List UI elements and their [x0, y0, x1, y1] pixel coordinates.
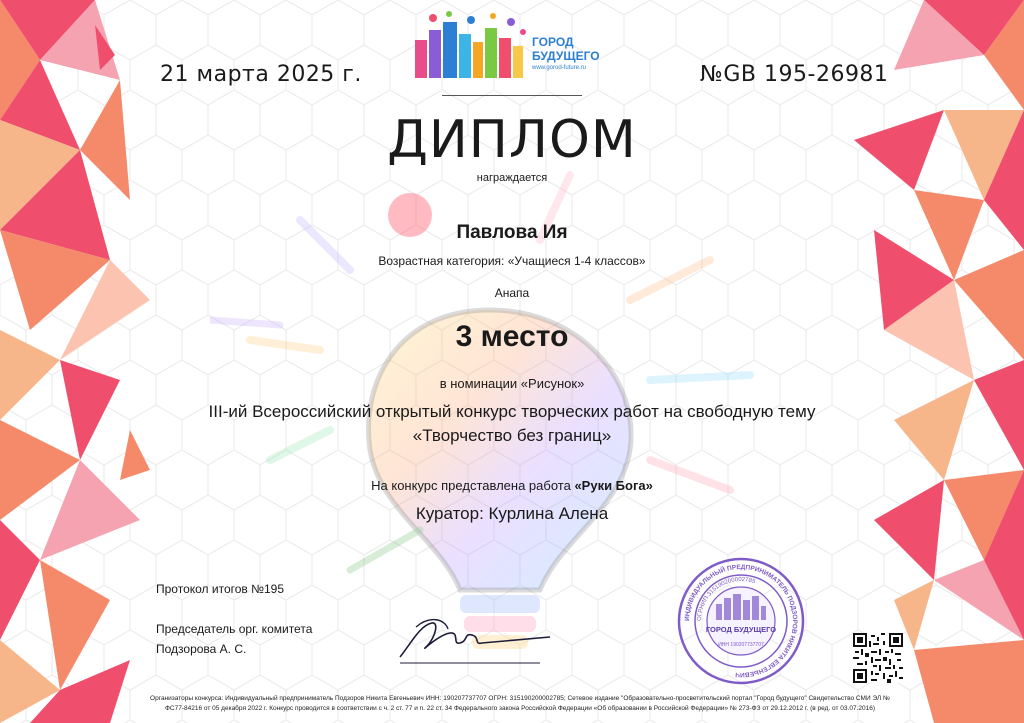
organization-stamp [676, 556, 806, 686]
left-polygon-decoration [0, 0, 175, 723]
curator: Куратор: Курлина Алена [415, 504, 609, 523]
legal-footer-line1: Организаторы конкурса: Индивидуальный предприниматель Подзоров Никита Евгеньевич ИНН: 190207737707 ОГРН: 315190200002785; Сетевое издание "Образовательно-просветительский портал "Город будущего" Свидетельство СМИ ЭЛ № [150, 695, 890, 702]
diploma-title: ДИПЛОМ [387, 110, 637, 170]
stamp-inn: ИНН 190207737707 [718, 642, 764, 648]
legal-footer [150, 694, 890, 714]
protocol-number: Протокол итогов №195 [156, 582, 285, 596]
submitted-work-label: На конкурс представлена работа [371, 478, 575, 493]
submitted-work-title: «Руки Бога» [574, 478, 653, 493]
diploma-number: №GB 195-26981 [700, 62, 889, 87]
chair-name: Подзорова А. С. [156, 642, 247, 656]
nomination: в номинации «Рисунок» [439, 376, 585, 391]
title-divider [442, 95, 582, 96]
logo-url: www.gorod-future.ru [532, 65, 587, 71]
logo-title-line1: ГОРОД [532, 35, 574, 49]
stamp-ogrnip-text: ОГРНИП 315190200002785 [696, 576, 756, 622]
chair-title: Председатель орг. комитета [156, 622, 313, 636]
recipient-city: Анапа [494, 286, 530, 300]
recipient-name: Павлова Ия [456, 222, 568, 243]
qr-code [853, 633, 903, 683]
contest-name: III-ий Всероссийский открытый конкурс творческих работ на свободную тему «Творчество без границ» [208, 402, 816, 445]
age-category: Возрастная категория: «Учащиеся 1-4 классов» [378, 254, 646, 268]
stamp-name: ГОРОД БУДУЩЕГО [705, 625, 777, 634]
stamp-org-text: ИНДИВИДУАЛЬНЫЙ ПРЕДПРИНИМАТЕЛЬ ПОДЗОРОВ НИКИТА ЕВГЕНЬЕВИЧ [683, 563, 799, 679]
diploma-date: 21 марта 2025 г. [160, 62, 362, 87]
submitted-work [0, 478, 1024, 493]
right-polygon-decoration [854, 0, 1024, 723]
handwritten-signature [390, 605, 560, 675]
logo-title-line2: БУДУЩЕГО [532, 49, 600, 63]
place-award: 3 место [455, 320, 569, 353]
city-buildings-logo-icon [413, 10, 613, 82]
awarded-label: награждается [476, 172, 548, 184]
legal-footer-line2: ФС77-84216 от 05 декабря 2022 г. Конкурс проводится в соответствии с ч. 2 ст. 77 и п. 22 ст. 34 Федерального закона Российской Федерации «Об образовании в Российской Федерации» № 273-ФЗ от 29.12.2012 г. (в ред. от 03.07.2016) [164, 705, 876, 712]
